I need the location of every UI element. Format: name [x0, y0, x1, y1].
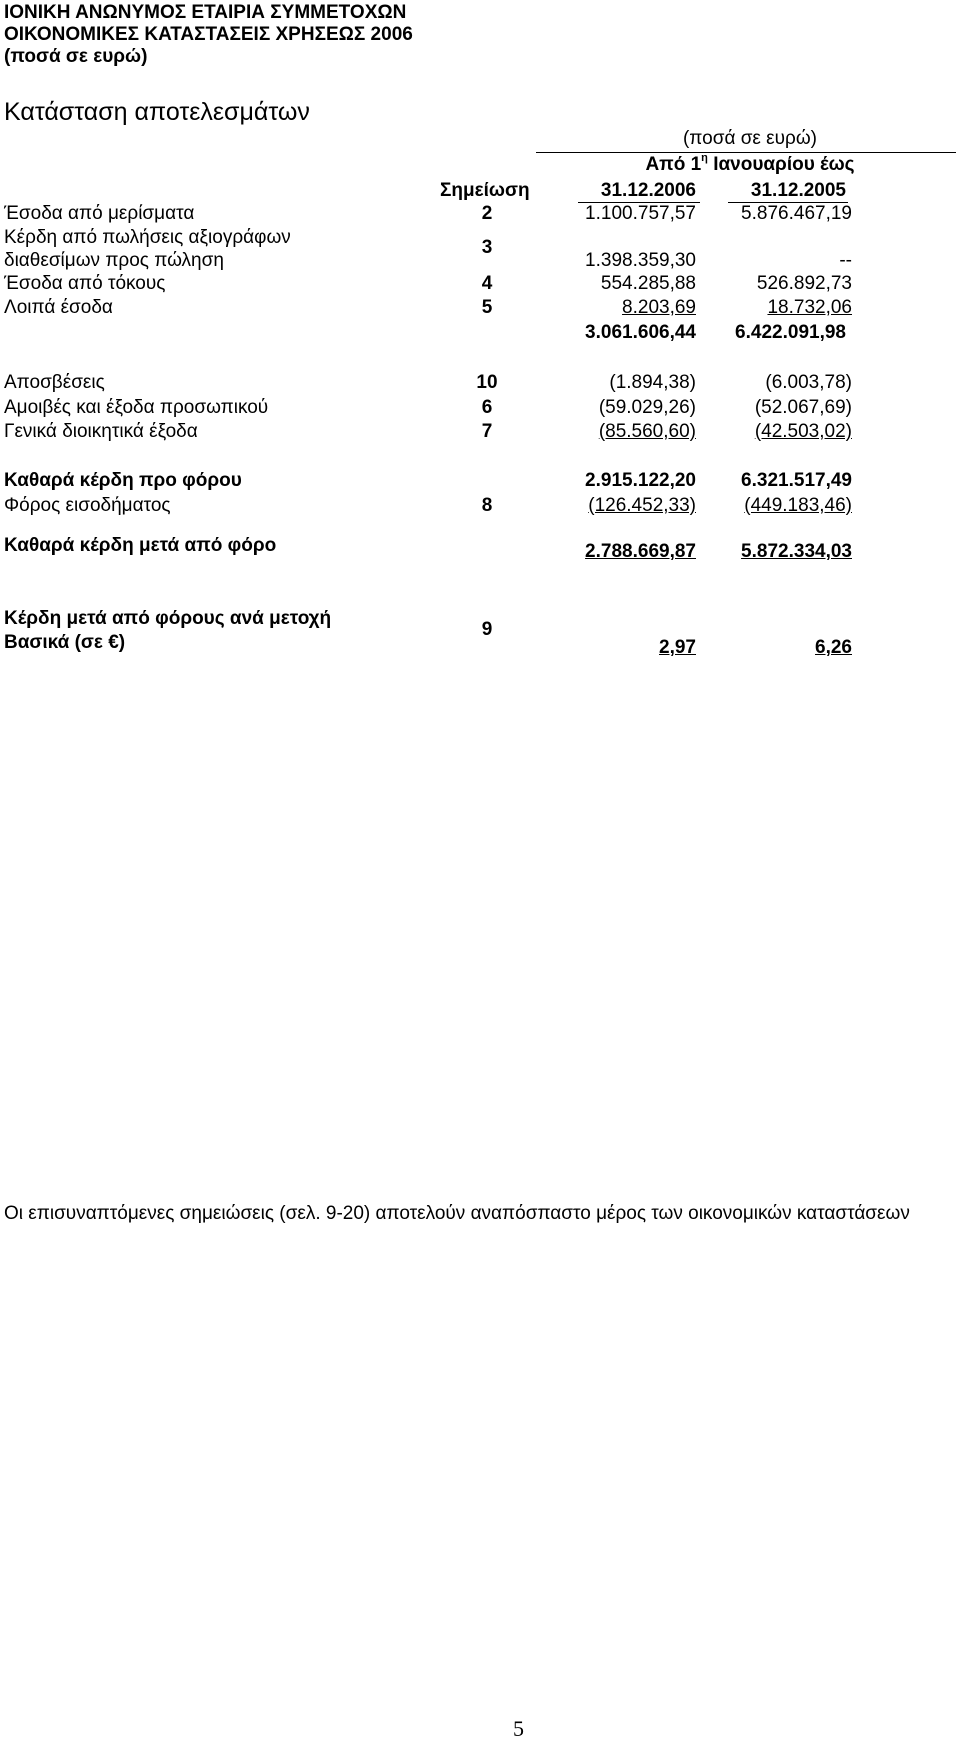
row-label-staff-costs: Αμοιβές και έξοδα προσωπικού: [4, 397, 269, 418]
row-note-interest-income: 4: [481, 273, 493, 294]
row-2006-other-income: 8.203,69: [622, 297, 696, 318]
page-number: 5: [513, 1716, 524, 1741]
row-note-depreciation: 10: [476, 372, 498, 393]
row-2006-profit-after-tax: 2.788.669,87: [585, 541, 696, 562]
row-label-gains-line1: Κέρδη από πωλήσεις αξιογράφων: [4, 227, 291, 248]
section-title: Κατάσταση αποτελεσμάτων: [4, 98, 310, 126]
row-2006-gains: 1.398.359,30: [585, 250, 696, 271]
row-label-profit-before-tax: Καθαρά κέρδη προ φόρου: [4, 470, 242, 491]
row-2005-depreciation: (6.003,78): [765, 372, 852, 393]
columns-currency-note: (ποσά σε ευρώ): [682, 128, 818, 149]
currency-note: (ποσά σε ευρώ): [4, 46, 148, 67]
footer-note: Οι επισυναπτόμενες σημειώσεις (σελ. 9-20) αποτελούν αναπόσπαστο μέρος των οικονομικών καταστάσεων: [4, 1203, 910, 1224]
row-note-eps: 9: [481, 619, 493, 640]
row-note-dividend-income: 2: [481, 203, 493, 224]
row-2005-other-income: 18.732,06: [767, 297, 852, 318]
row-2006-profit-before-tax: 2.915.122,20: [585, 470, 696, 491]
row-2005-staff-costs: (52.067,69): [754, 397, 852, 418]
row-note-income-tax: 8: [481, 495, 493, 516]
row-label-eps-line2: Βασικά (σε €): [4, 632, 126, 653]
col-2005-header: 31.12.2005: [750, 180, 846, 201]
row-label-profit-after-tax: Καθαρά κέρδη μετά από φόρο: [4, 535, 277, 556]
row-note-gains: 3: [481, 237, 493, 258]
statements-title: ΟΙΚΟΝΟΜΙΚΕΣ ΚΑΤΑΣΤΑΣΕΙΣ ΧΡΗΣΕΩΣ 2006: [4, 24, 413, 45]
row-2005-income-tax: (449.183,46): [744, 495, 852, 516]
row-2006-income-tax: (126.452,33): [588, 495, 696, 516]
row-label-eps-line1: Κέρδη μετά από φόρους ανά μετοχή: [4, 608, 332, 629]
row-2006-dividend-income: 1.100.757,57: [585, 203, 696, 224]
row-2006-interest-income: 554.285,88: [600, 273, 696, 294]
row-label-depreciation: Αποσβέσεις: [4, 372, 105, 393]
row-2005-profit-after-tax: 5.872.334,03: [741, 541, 852, 562]
row-label-income-tax: Φόρος εισοδήματος: [4, 495, 171, 516]
note-column-header: Σημείωση: [440, 180, 530, 201]
row-note-staff-costs: 6: [481, 397, 493, 418]
row-note-other-income: 5: [481, 297, 493, 318]
row-2005-eps: 6,26: [815, 637, 852, 658]
row-label-dividend-income: Έσοδα από μερίσματα: [4, 203, 195, 224]
row-2005-admin-expenses: (42.503,02): [754, 421, 852, 442]
row-2005-income-total: 6.422.091,98: [735, 322, 846, 343]
row-note-admin-expenses: 7: [481, 421, 493, 442]
row-2006-income-total: 3.061.606,44: [585, 322, 696, 343]
header-rule-top: [536, 152, 956, 153]
row-2006-admin-expenses: (85.560,60): [598, 421, 696, 442]
row-label-interest-income: Έσοδα από τόκους: [4, 273, 166, 294]
period-header: Από $1^\eta$ Ιανουαρίου έως: [645, 152, 855, 175]
row-2006-eps: 2,97: [659, 637, 696, 658]
row-2006-staff-costs: (59.029,26): [598, 397, 696, 418]
row-label-gains-line2: διαθεσίμων προς πώληση: [4, 250, 224, 271]
row-2005-gains: --: [839, 250, 852, 271]
row-2005-profit-before-tax: 6.321.517,49: [741, 470, 852, 491]
col-2006-header: 31.12.2006: [600, 180, 696, 201]
row-2006-depreciation: (1.894,38): [609, 372, 696, 393]
row-2005-dividend-income: 5.876.467,19: [741, 203, 852, 224]
company-name: ΙΟΝΙΚΗ ΑΝΩΝΥΜΟΣ ΕΤΑΙΡΙΑ ΣΥΜΜΕΤΟΧΩΝ: [4, 2, 407, 23]
row-label-admin-expenses: Γενικά διοικητικά έξοδα: [4, 421, 198, 442]
row-label-other-income: Λοιπά έσοδα: [4, 297, 113, 318]
row-2005-interest-income: 526.892,73: [756, 273, 852, 294]
